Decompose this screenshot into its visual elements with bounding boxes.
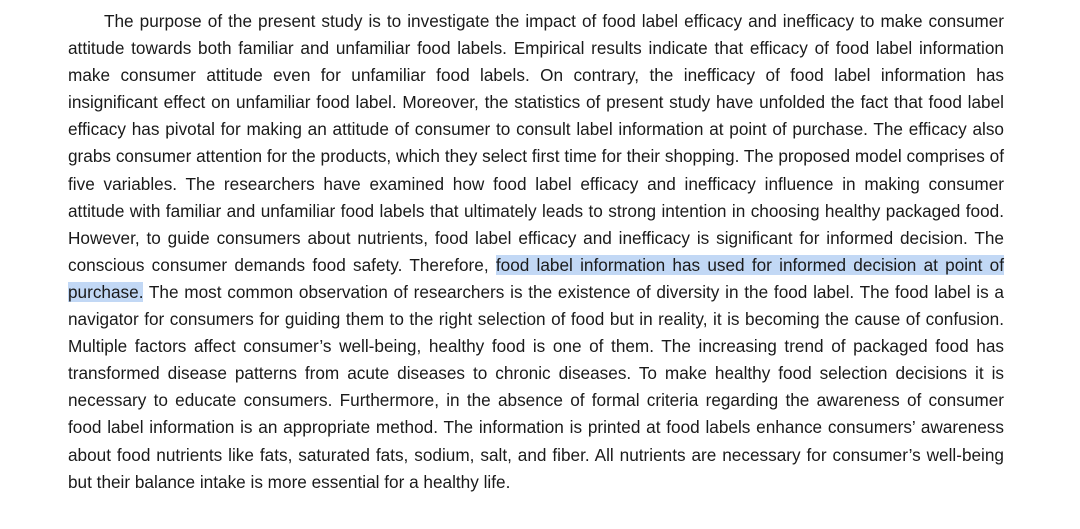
document-page [68,8,1004,496]
paragraph-text-after-selection[interactable]: The most common observation of researchers is the existence of diversity in the food label. The food label is a navigator for consumers for guiding them to the right selection of food but in reality, it is becoming the cause of confusion. Multiple factors affect consumer’s well-being, healthy food is one of them. The increasing trend of packaged food has transformed disease patterns from acute diseases to chronic diseases. To make healthy food selection decisions it is necessary to educate consumers. Furthermore, in the absence of formal criteria regarding the awareness of consumer food label information is an appropriate method. The information is printed at food labels enhance consumers’ awareness about food nutrients like fats, saturated fats, sodium, salt, and fiber. All nutrients are necessary for consumer’s well-being but their balance intake is more essential for a healthy life. [68,281,1004,492]
body-paragraph[interactable] [68,8,1004,496]
paragraph-text-before-selection[interactable]: The purpose of the present study is to investigate the impact of food label efficacy and inefficacy to make consumer attitude towards both familiar and unfamiliar food labels. Empirical results indicate that efficacy of food label information make consumer attitude even for unfamiliar food labels. On contrary, the inefficacy of food label information has insignificant effect on unfamiliar food label. Moreover, the statistics of present study have unfolded the fact that food label efficacy has pivotal for making an attitude of consumer to consult label information at point of purchase. The efficacy also grabs consumer attention for the products, which they select first time for their shopping. The proposed model comprises of five variables. The researchers have examined how food label efficacy and inefficacy influence in making consumer attitude with familiar and unfamiliar food labels that ultimately leads to strong intention in choosing healthy packaged food. However, to guide consumers about nutrients, food label efficacy and inefficacy is significant for informed decision. The conscious consumer demands food safety. Therefore, [68,11,1004,275]
selected-text-highlight[interactable]: food label information has used for informed decision at point of purchase. [68,254,1004,302]
